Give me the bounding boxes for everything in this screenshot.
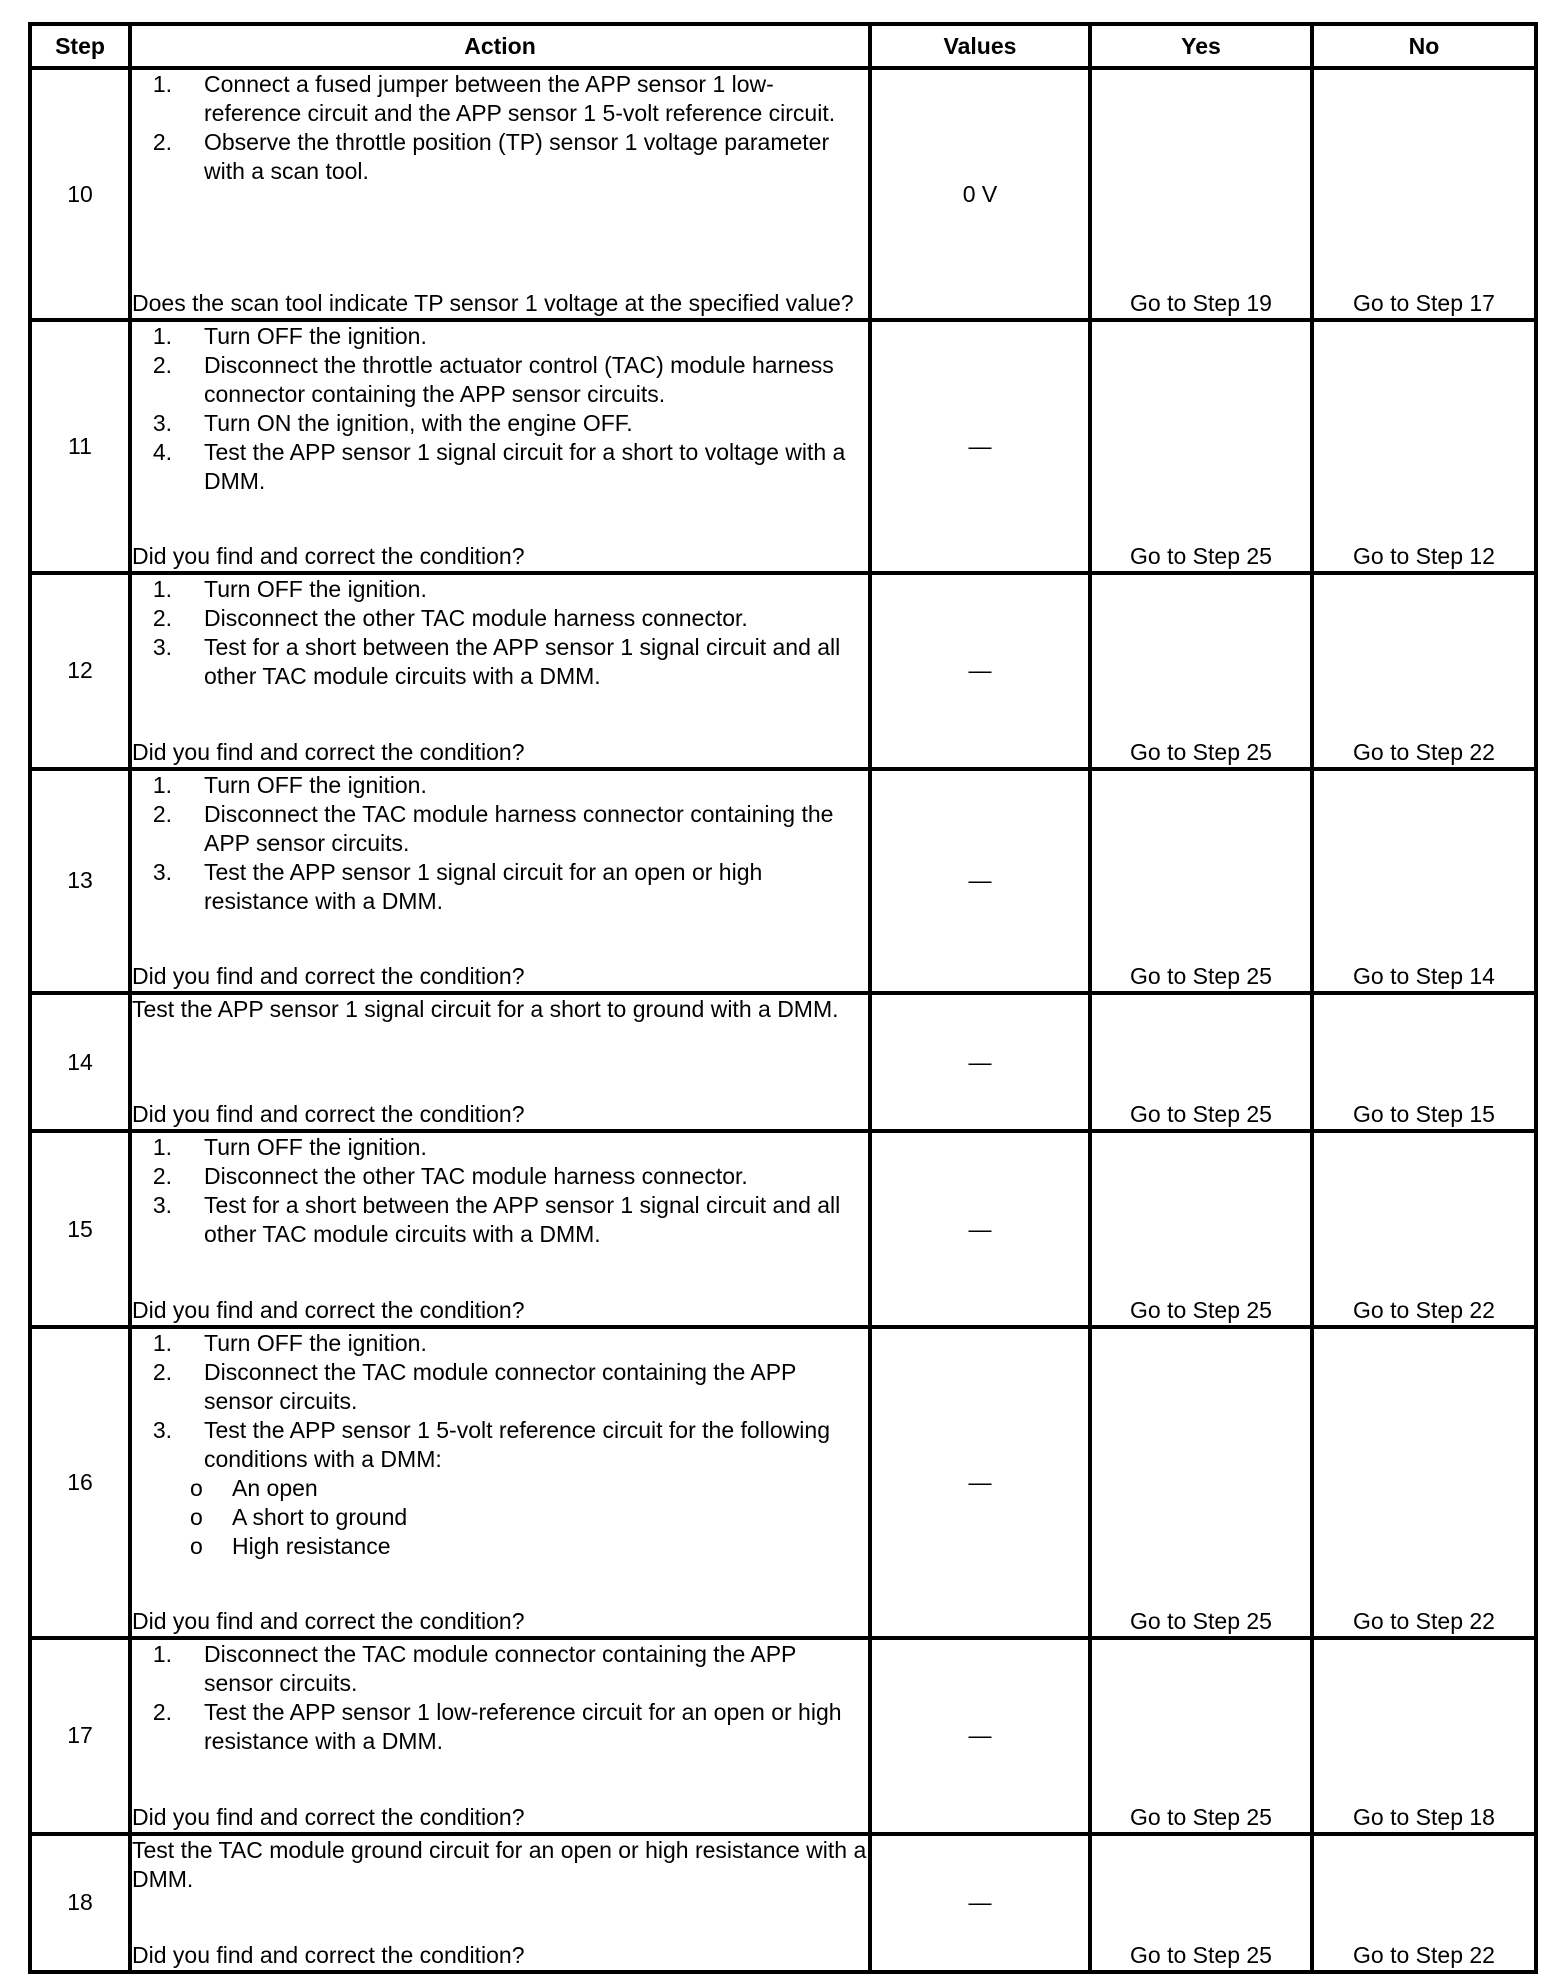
table-row: [30, 320, 1536, 572]
header-yes: Yes: [1090, 24, 1312, 68]
table-row: [30, 1327, 1536, 1637]
no-link[interactable]: Go to Step 14: [1312, 769, 1536, 993]
action-cell: [130, 993, 870, 1131]
action-cell: [130, 1131, 870, 1327]
action-step: Disconnect the TAC module connector containing the APP sensor circuits.: [204, 1640, 796, 1696]
no-link[interactable]: Go to Step 22: [1312, 1327, 1536, 1637]
header-values: Values: [870, 24, 1090, 68]
header-row: [30, 24, 1536, 68]
action-steps: [132, 322, 868, 496]
action-steps: [132, 1640, 868, 1756]
action-step: Test the APP sensor 1 low-reference circuit for an open or high resistance with a DMM.: [204, 1698, 842, 1754]
action-step: Turn OFF the ignition.: [204, 575, 427, 602]
step-number: 13: [30, 769, 130, 993]
action-cell: [130, 320, 870, 572]
no-link[interactable]: Go to Step 22: [1312, 1834, 1536, 1972]
action-step: Turn OFF the ignition.: [204, 1330, 427, 1357]
yes-link[interactable]: Go to Step 25: [1090, 1638, 1312, 1834]
action-step: Test for a short between the APP sensor 1 signal circuit and all other TAC module circuits with a DMM.: [204, 1192, 841, 1248]
diagnostic-table: [28, 22, 1538, 1974]
value-cell: 0 V: [870, 68, 1090, 320]
action-step: Connect a fused jumper between the APP sensor 1 low-reference circuit and the APP sensor 1 5-volt reference circuit.: [204, 71, 836, 126]
action-steps: [132, 771, 868, 916]
action-step: Test the APP sensor 1 signal circuit for a short to voltage with a DMM.: [204, 439, 846, 495]
action-step: Disconnect the other TAC module harness connector.: [204, 1163, 748, 1190]
action-question: Did you find and correct the condition?: [132, 962, 525, 989]
action-question: Does the scan tool indicate TP sensor 1 voltage at the specified value?: [132, 290, 854, 317]
condition-item: o High resistance: [232, 1532, 868, 1561]
value-cell: —: [870, 769, 1090, 993]
action-question: Did you find and correct the condition?: [132, 1607, 525, 1634]
action-question: Did you find and correct the condition?: [132, 1297, 525, 1324]
action-cell: [130, 68, 870, 320]
step-number: 12: [30, 573, 130, 769]
step-number: 15: [30, 1131, 130, 1327]
yes-link[interactable]: Go to Step 25: [1090, 320, 1312, 572]
action-step: Turn OFF the ignition.: [204, 1134, 427, 1161]
no-link[interactable]: Go to Step 18: [1312, 1638, 1536, 1834]
action-question: Did you find and correct the condition?: [132, 542, 525, 569]
yes-link[interactable]: Go to Step 25: [1090, 1834, 1312, 1972]
value-cell: —: [870, 1834, 1090, 1972]
action-step: Test the APP sensor 1 signal circuit for an open or high resistance with a DMM.: [204, 858, 763, 914]
no-link[interactable]: Go to Step 22: [1312, 1131, 1536, 1327]
value-cell: —: [870, 1638, 1090, 1834]
action-cell: [130, 1327, 870, 1637]
table-row: [30, 1638, 1536, 1834]
yes-link[interactable]: Go to Step 19: [1090, 68, 1312, 320]
step-number: 18: [30, 1834, 130, 1972]
step-number: 17: [30, 1638, 130, 1834]
step-number: 16: [30, 1327, 130, 1637]
header-action: Action: [130, 24, 870, 68]
no-link[interactable]: Go to Step 12: [1312, 320, 1536, 572]
step-number: 11: [30, 320, 130, 572]
value-cell: —: [870, 993, 1090, 1131]
action-step: Turn ON the ignition, with the engine OFF.: [204, 410, 633, 437]
action-step: Observe the throttle position (TP) sensor 1 voltage parameter with a scan tool.: [204, 129, 830, 184]
table-row: [30, 993, 1536, 1131]
action-question: Did you find and correct the condition?: [132, 738, 525, 765]
yes-link[interactable]: Go to Step 25: [1090, 993, 1312, 1131]
no-link[interactable]: Go to Step 22: [1312, 573, 1536, 769]
action-steps: [132, 1133, 868, 1249]
action-step: Turn OFF the ignition.: [204, 323, 427, 350]
action-steps: [132, 70, 868, 186]
value-cell: —: [870, 1327, 1090, 1637]
no-link[interactable]: Go to Step 15: [1312, 993, 1536, 1131]
yes-link[interactable]: Go to Step 25: [1090, 1327, 1312, 1637]
table-row: [30, 68, 1536, 320]
table-row: [30, 573, 1536, 769]
action-step: Disconnect the other TAC module harness connector.: [204, 604, 748, 631]
header-step: Step: [30, 24, 130, 68]
action-question: Did you find and correct the condition?: [132, 1942, 525, 1968]
yes-link[interactable]: Go to Step 25: [1090, 769, 1312, 993]
action-step: Turn OFF the ignition.: [204, 771, 427, 798]
yes-link[interactable]: Go to Step 25: [1090, 573, 1312, 769]
condition-list: [132, 1474, 868, 1561]
no-link[interactable]: Go to Step 17: [1312, 68, 1536, 320]
step-number: 14: [30, 993, 130, 1131]
yes-link[interactable]: Go to Step 25: [1090, 1131, 1312, 1327]
table-row: [30, 1131, 1536, 1327]
action-cell: [130, 1834, 870, 1972]
condition-item: o An open: [232, 1474, 868, 1503]
action-question: Did you find and correct the condition?: [132, 1803, 525, 1830]
table-row: [30, 769, 1536, 993]
header-no: No: [1312, 24, 1536, 68]
action-step: Disconnect the TAC module harness connector containing the APP sensor circuits.: [204, 800, 834, 856]
value-cell: —: [870, 320, 1090, 572]
action-step: Test the APP sensor 1 5-volt reference circuit for the following conditions with a DMM:: [204, 1417, 830, 1473]
action-cell: [130, 769, 870, 993]
action-cell: [130, 573, 870, 769]
action-cell: [130, 1638, 870, 1834]
action-step: Disconnect the TAC module connector containing the APP sensor circuits.: [204, 1359, 796, 1415]
value-cell: —: [870, 1131, 1090, 1327]
step-number: 10: [30, 68, 130, 320]
value-cell: —: [870, 573, 1090, 769]
action-step: Disconnect the throttle actuator control (TAC) module harness connector containing the APP sensor circuits.: [204, 352, 834, 408]
table-row: [30, 1834, 1536, 1972]
action-steps: [132, 1329, 868, 1474]
action-step: Test for a short between the APP sensor 1 signal circuit and all other TAC module circuits with a DMM.: [204, 633, 841, 689]
action-text: Test the APP sensor 1 signal circuit for a short to ground with a DMM.: [132, 995, 839, 1022]
action-text: Test the TAC module ground circuit for an open or high resistance with a DMM.: [132, 1836, 867, 1892]
condition-item: o A short to ground: [232, 1503, 868, 1532]
action-question: Did you find and correct the condition?: [132, 1101, 525, 1128]
action-steps: [132, 575, 868, 691]
